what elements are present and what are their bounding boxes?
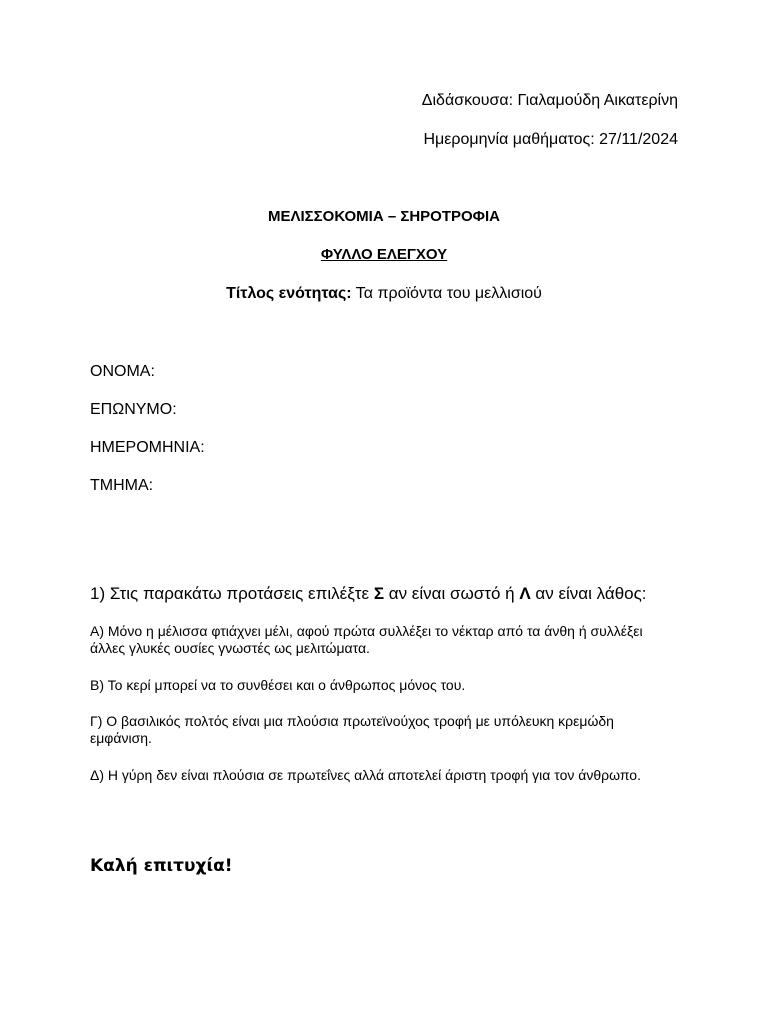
statement-c: Γ) Ο βασιλικός πολτός είναι μια πλούσια πρωτεϊνούχος τροφή με υπόλευκη κρεμώδη εμφάνιση. xyxy=(90,713,614,746)
false-letter: Λ xyxy=(519,584,531,603)
statement-a: Α) Μόνο η μέλισσα φτιάχνει μέλι, αφού πρώτα συλλέξει το νέκταρ από τα άνθη ή συλλέξει άλλες γλυκές ουσίες γνωστές ως μελιτώματα. xyxy=(90,623,643,656)
course-title: ΜΕΛΙΣΣΟΚΟΜΙΑ – ΣΗΡΟΤΡΟΦΙΑ xyxy=(268,208,500,225)
true-letter: Σ xyxy=(373,584,385,603)
section-field: ΤΜΗΜΑ: xyxy=(90,477,154,494)
question-part3: αν είναι λάθος: xyxy=(530,584,647,603)
last-name-field: ΕΠΩΝΥΜΟ: xyxy=(90,401,177,418)
statement-d: Δ) Η γύρη δεν είναι πλούσια σε πρωτεΐνες αλλά αποτελεί άριστη τροφή για τον άνθρωπο. xyxy=(90,767,641,783)
unit-title xyxy=(0,285,768,303)
unit-title-value: Τα προϊόντα του μελλισιού xyxy=(351,285,542,302)
first-name-field: ΟΝΟΜΑ: xyxy=(90,363,155,380)
sheet-title-text: ΦΥΛΛΟ ΕΛΕΓΧΟΥ xyxy=(320,246,448,263)
question-part2: αν είναι σωστό ή xyxy=(384,584,520,603)
date-field: ΗΜΕΡΟΜΗΝΙΑ: xyxy=(90,439,205,456)
closing-message: Καλή επιτυχία! xyxy=(90,856,233,876)
unit-title-label: Τίτλος ενότητας: xyxy=(226,285,352,302)
statement-b: Β) Το κερί μπορεί να το συνθέσει και ο άνθρωπος μόνος του. xyxy=(90,677,466,693)
question-part1: 1) Στις παρακάτω προτάσεις επιλέξτε xyxy=(90,584,374,603)
question-prompt xyxy=(90,584,647,604)
teacher-name: Διδάσκουσα: Γιαλαμούδη Αικατερίνη xyxy=(421,92,678,109)
sheet-title xyxy=(0,246,768,263)
lesson-date: Ημερομηνία μαθήματος: 27/11/2024 xyxy=(423,131,678,148)
